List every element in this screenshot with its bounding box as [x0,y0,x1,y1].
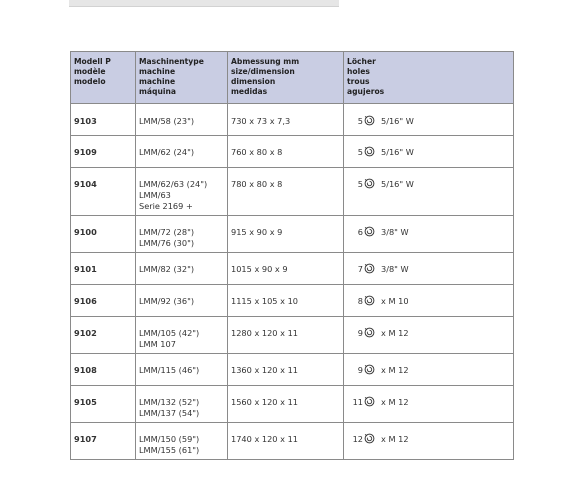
spiral-hole-icon [364,364,375,375]
cell-dimension: 1280 x 120 x 11 [228,317,344,354]
hole-size: 5/16" W [381,179,414,189]
spiral-hole-icon [364,178,375,189]
cell-holes [344,216,514,253]
cell-machine [136,168,228,216]
cell-model: 9107 [71,423,136,460]
hole-count: 9 [357,365,363,375]
cell-machine [136,317,228,354]
hole-count: 11 [352,397,363,407]
hole-count: 5 [357,116,363,126]
table-row [71,253,514,285]
hole-size: 5/16" W [381,147,414,157]
cell-machine [136,423,228,460]
table-row [71,104,514,136]
spiral-hole-icon [364,263,375,274]
machine-line: LMM/72 (28") [139,227,195,237]
cell-dimension: 730 x 73 x 7,3 [228,104,344,136]
spiral-hole-icon [364,396,375,407]
cell-holes [344,136,514,168]
table-header-row [71,52,514,104]
cell-model: 9105 [71,386,136,423]
hole-count: 5 [357,179,363,189]
header-holes: Löcher holes trous agujeros [344,52,514,104]
cell-holes [344,168,514,216]
table-row [71,168,514,216]
cell-holes [344,285,514,317]
spiral-hole-icon [364,115,375,126]
top-divider-bar [69,0,339,7]
machine-line: Serie 2169 + [139,201,193,211]
table-row [71,354,514,386]
hole-count: 6 [357,227,363,237]
cell-model: 9104 [71,168,136,216]
hole-size: x M 12 [381,328,409,338]
machine-line: LMM/132 (52") [139,397,200,407]
hole-size: x M 12 [381,397,409,407]
cell-model: 9109 [71,136,136,168]
cell-holes [344,423,514,460]
cell-holes [344,386,514,423]
machine-line: LMM/58 (23") [139,116,195,126]
cell-machine [136,136,228,168]
hole-size: 3/8" W [381,227,409,237]
cell-dimension: 1015 x 90 x 9 [228,253,344,285]
table-row [71,317,514,354]
cell-dimension: 1115 x 105 x 10 [228,285,344,317]
table-row [71,136,514,168]
machine-line: LMM/62 (24") [139,147,195,157]
hole-count: 7 [357,264,363,274]
hole-size: x M 10 [381,296,409,306]
cell-holes [344,253,514,285]
cell-machine [136,285,228,317]
table-body [71,104,514,460]
cell-machine [136,104,228,136]
machine-line: LMM/115 (46") [139,365,200,375]
cell-model: 9106 [71,285,136,317]
cell-machine [136,354,228,386]
machine-line: LMM/105 (42") [139,328,200,338]
cell-machine [136,253,228,285]
cell-model: 9101 [71,253,136,285]
table-row [71,423,514,460]
spiral-hole-icon [364,226,375,237]
hole-size: 3/8" W [381,264,409,274]
hole-count: 5 [357,147,363,157]
hole-count: 8 [357,296,363,306]
hole-count: 12 [352,434,363,444]
spiral-hole-icon [364,295,375,306]
machine-line: LMM/82 (32") [139,264,195,274]
cell-dimension: 780 x 80 x 8 [228,168,344,216]
table-row [71,216,514,253]
cell-holes [344,354,514,386]
machine-line: LMM 107 [139,339,176,349]
header-dimension: Abmessung mm size/dimension dimension medidas [228,52,344,104]
cell-machine [136,386,228,423]
cell-machine [136,216,228,253]
machine-line: LMM/137 (54") [139,408,200,418]
header-machine: Maschinentype machine machine máquina [136,52,228,104]
spiral-hole-icon [364,327,375,338]
cell-dimension: 1560 x 120 x 11 [228,386,344,423]
cell-dimension: 1740 x 120 x 11 [228,423,344,460]
hole-size: 5/16" W [381,116,414,126]
table-row [71,386,514,423]
cell-holes [344,317,514,354]
hole-size: x M 12 [381,434,409,444]
spec-table [70,51,514,460]
cell-dimension: 915 x 90 x 9 [228,216,344,253]
cell-model: 9103 [71,104,136,136]
cell-holes [344,104,514,136]
hole-count: 9 [357,328,363,338]
spiral-hole-icon [364,146,375,157]
machine-line: LMM/63 [139,190,171,200]
cell-dimension: 760 x 80 x 8 [228,136,344,168]
header-model: Modell P modèle modelo [71,52,136,104]
cell-model: 9100 [71,216,136,253]
cell-dimension: 1360 x 120 x 11 [228,354,344,386]
machine-line: LMM/92 (36") [139,296,195,306]
spiral-hole-icon [364,433,375,444]
machine-line: LMM/76 (30") [139,238,195,248]
hole-size: x M 12 [381,365,409,375]
cell-model: 9102 [71,317,136,354]
machine-line: LMM/62/63 (24") [139,179,208,189]
cell-model: 9108 [71,354,136,386]
table-row [71,285,514,317]
machine-line: LMM/150 (59") [139,434,200,444]
machine-line: LMM/155 (61") [139,445,200,455]
